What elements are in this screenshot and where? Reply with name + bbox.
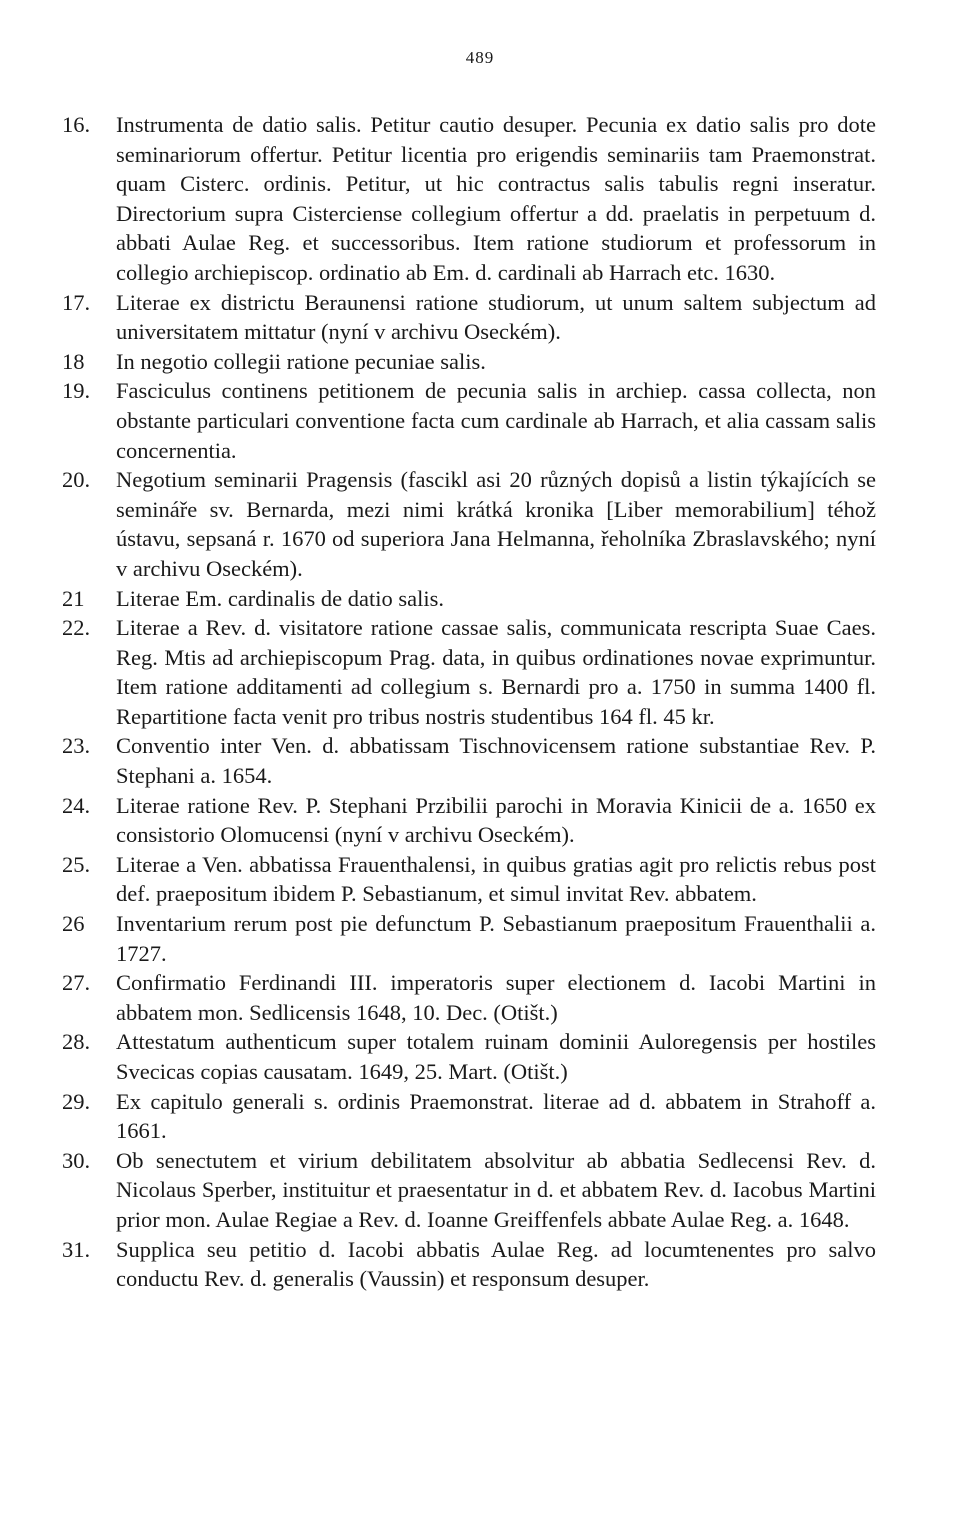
entry-number: 27. <box>62 970 91 996</box>
list-item <box>62 465 876 583</box>
entry-text: Literae ratione Rev. P. Stephani Przibilii parochi in Moravia Kinicii de a. 1650 ex consistorio Olomucensi (nyní v archivu Oseckém). <box>116 792 876 848</box>
entry-text: Instrumenta de datio salis. Petitur cautio desuper. Pecunia ex datio salis pro dote seminariorum offertur. Petitur licentia pro erigendis seminariis tam Praemonstrat. quam Cisterc. ordinis. Petitur, ut hic contractus salis tabulis regni inseratur. Directorium supra Cisterciense collegium offertur a dd. praelatis in perpetuum d. abbati Aulae Reg. et successoribus. Item ratione studiorum et professorum in collegio archiepiscop. ordinatio ab Em. d. cardinali ab Harrach etc. 1630. <box>116 112 876 285</box>
list-item <box>62 1027 876 1086</box>
list-item <box>62 613 876 731</box>
entry-text: Confirmatio Ferdinandi III. imperatoris super electionem d. Iacobi Martini in abbatem mon. Sedlicensis 1648, 10. Dec. (Otišt.) <box>116 970 876 1025</box>
list-item <box>62 110 876 288</box>
entry-text: Ex capitulo generali s. ordinis Praemonstrat. literae ad d. abbatem in Strahoff a. 1661. <box>116 1088 876 1144</box>
entry-number: 18 <box>62 348 85 374</box>
entry-text: Negotium seminarii Pragensis (fascikl asi 20 různých dopisů a listin týkajících se semináře sv. Bernarda, mezi nimi krátká kronika [Liber memorabilium] téhož ústavu, sepsaná r. 1670 od superiora Jana Helmanna, řeholníka Zbraslavského; nyní v archivu Oseckém). <box>116 467 876 581</box>
entry-text: Literae Em. cardinalis de datio salis. <box>116 585 445 611</box>
list-item <box>62 850 876 909</box>
entry-number: 29. <box>62 1088 91 1114</box>
entry-number: 25. <box>62 851 91 877</box>
entry-list <box>62 110 876 1294</box>
entry-number: 26 <box>62 911 85 937</box>
list-item <box>62 731 876 790</box>
list-item <box>62 288 876 347</box>
list-item <box>62 376 876 465</box>
entry-text: Literae ex districtu Beraunensi ratione studiorum, ut unum saltem subjectum ad universitatem mittatur (nyní v archivu Oseckém). <box>116 289 876 345</box>
entry-number: 17. <box>62 289 91 315</box>
entry-number: 28. <box>62 1029 91 1055</box>
entry-text: Literae a Ven. abbatissa Frauenthalensi, in quibus gratias agit pro relictis rebus post def. praepositum ibidem P. Sebastianum, et simul invitat Rev. abbatem. <box>116 851 876 907</box>
entry-text: Supplica seu petitio d. Iacobi abbatis Aulae Reg. ad locumtenentes pro salvo conductu Rev. d. generalis (Vaussin) et responsum desuper. <box>116 1236 876 1292</box>
list-item <box>62 347 876 377</box>
entry-number: 21 <box>62 585 85 611</box>
entry-text: Inventarium rerum post pie defunctum P. Sebastianum praepositum Frauenthalii a. 1727. <box>116 911 876 966</box>
list-item <box>62 909 876 968</box>
list-item <box>62 1235 876 1294</box>
entry-number: 24. <box>62 792 91 818</box>
list-item <box>62 1146 876 1235</box>
entry-text: Fasciculus continens petitionem de pecunia salis in archiep. cassa collecta, non obstante particulari conventione facta cum cardinale ab Harrach, et alia cassam salis concernentia. <box>116 378 876 463</box>
entry-text: Ob senectutem et virium debilitatem absolvitur ab abbatia Sedlecensi Rev. d. Nicolaus Sperber, instituitur et praesentatur in d. et abbatem Rev. d. Iacobus Martini prior mon. Aulae Regiae a Rev. d. Ioanne Greiffenfels abbate Aulae Reg. a. 1648. <box>116 1147 876 1232</box>
entry-text: Literae a Rev. d. visitatore ratione cassae salis, communicata rescripta Suae Caes. Reg. Mtis ad archiepiscopum Prag. data, in quibus ordinationes novae exprimuntur. Item ratione additamenti ad collegium s. Bernardi pro a. 1750 in summa 1400 fl. Repartitione facta venit pro tribus nostris studentibus 164 fl. 45 kr. <box>116 615 876 729</box>
entry-text: In negotio collegii ratione pecuniae salis. <box>116 348 486 374</box>
entry-text: Attestatum authenticum super totalem ruinam dominii Auloregensis per hostiles Svecicas copias causatam. 1649, 25. Mart. (Otišt.) <box>116 1029 876 1084</box>
entry-number: 31. <box>62 1236 91 1262</box>
entry-number: 19. <box>62 378 91 404</box>
entry-number: 20. <box>62 467 91 493</box>
list-item <box>62 968 876 1027</box>
list-item <box>62 584 876 614</box>
page-number: 489 <box>465 48 495 67</box>
list-item <box>62 791 876 850</box>
entry-text: Conventio inter Ven. d. abbatissam Tischnovicensem ratione substantiae Rev. P. Stephani a. 1654. <box>116 733 876 789</box>
entry-number: 22. <box>62 615 91 641</box>
entry-number: 30. <box>62 1147 91 1173</box>
entry-number: 23. <box>62 733 91 759</box>
list-item <box>62 1087 876 1146</box>
entry-number: 16. <box>62 112 91 137</box>
